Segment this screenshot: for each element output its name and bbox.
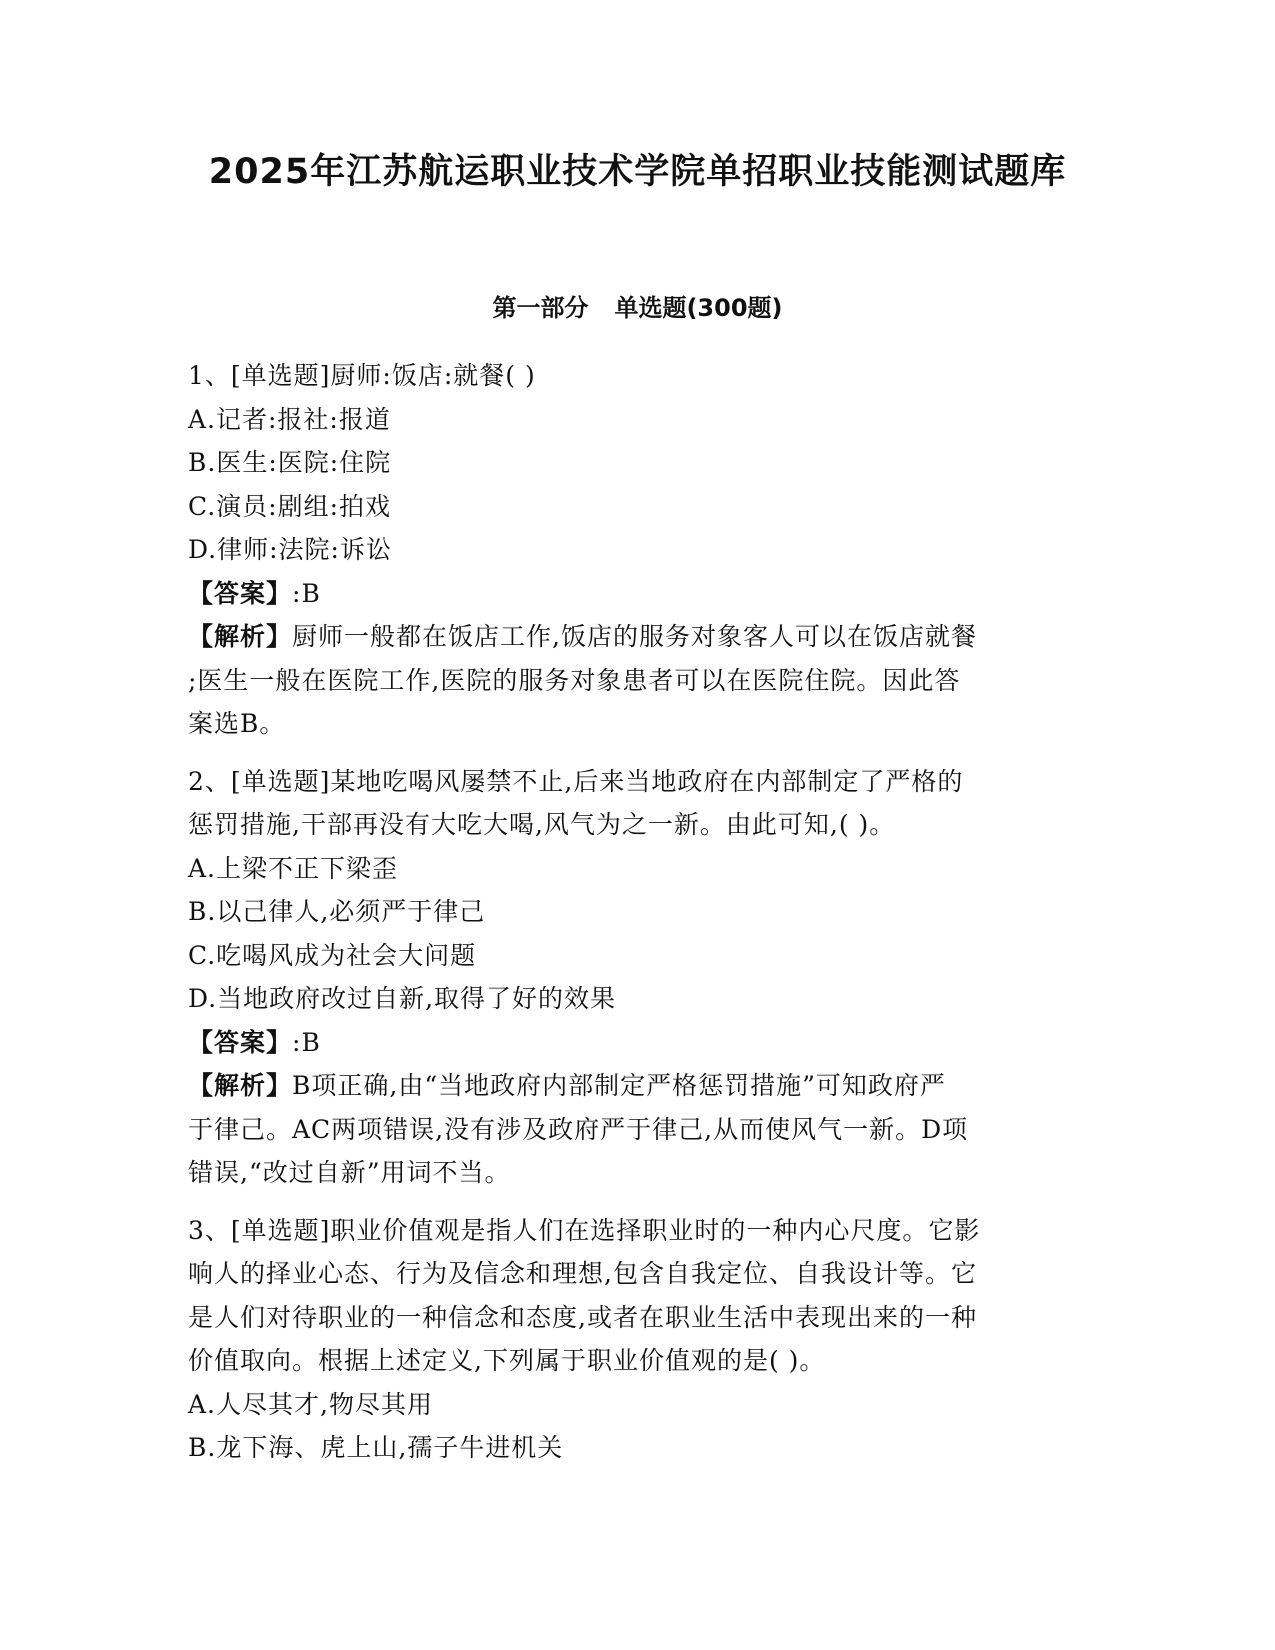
section-heading [0,292,1275,324]
document-title: 2025年江苏航运职业技术学院单招职业技能测试题库 [208,152,1067,192]
question-stem-line-2: 惩罚措施,干部再没有大吃大喝,风气为之一新。由此可知,( )。 [188,810,896,839]
answer-value: B [301,578,321,608]
section-part: 第一部分 [492,294,589,322]
explanation-line-1 [188,615,1078,659]
option-c: C.吃喝风成为社会大问题 [188,940,477,970]
question-stem-line-2: 响人的择业心态、行为及信念和理想,包含自我定位、自我设计等。它 [188,1259,977,1288]
explanation-line-3: 案选B。 [188,709,286,738]
explanation-label: 【解析】 [188,1071,293,1100]
explanation-line-2: 于律己。AC两项错误,没有涉及政府严于律己,从而使风气一新。D项 [188,1114,969,1144]
option-b: B.龙下海、虎上山,孺子牛进机关 [188,1433,564,1462]
question-2 [188,760,1078,1195]
answer-label: 【答案】 [188,1027,293,1057]
option-a: A.上梁不正下梁歪 [188,853,399,883]
question-stem-line-4: 价值取向。根据上述定义,下列属于职业价值观的是( )。 [188,1346,826,1375]
option-c: C.演员:剧组:拍戏 [188,491,392,521]
question-3 [188,1209,1078,1470]
question-stem-line-3: 是人们对待职业的一种信念和态度,或者在职业生活中表现出来的一种 [188,1302,977,1332]
option-a: A.人尽其才,物尽其用 [188,1389,433,1419]
option-d: D.当地政府改过自新,取得了好的效果 [188,984,617,1013]
option-b: B.以己律人,必须严于律己 [188,897,486,926]
explanation-line-1 [188,1064,1078,1108]
answer-separator: : [292,578,302,608]
explanation-label: 【解析】 [188,622,293,651]
explanation-line-3: 错误,“改过自新”用词不当。 [188,1158,511,1187]
answer-label: 【答案】 [188,578,293,608]
option-a: A.记者:报社:报道 [188,404,391,434]
question-stem-line-1: 2、[单选题]某地吃喝风屡禁不止,后来当地政府在内部制定了严格的 [188,766,964,796]
question-stem-line-1: 3、[单选题]职业价值观是指人们在选择职业时的一种内心尺度。它影 [188,1215,981,1245]
section-name: 单选题(300题) [614,294,783,322]
explanation-line-2: ;医生一般在医院工作,医院的服务对象患者可以在医院住院。因此答 [188,665,961,695]
question-stem: 1、[单选题]厨师:饭店:就餐( ) [188,361,536,390]
answer-line [188,572,1078,616]
explanation-text: 厨师一般都在饭店工作,饭店的服务对象客人可以在饭店就餐 [292,622,977,651]
question-list [188,354,1078,1484]
answer-separator: : [292,1027,302,1057]
answer-value: B [301,1027,321,1057]
explanation-text: B项正确,由“当地政府内部制定严格惩罚措施”可知政府严 [292,1071,946,1100]
option-b: B.医生:医院:住院 [188,448,392,477]
answer-line [188,1021,1078,1065]
question-1 [188,354,1078,746]
option-d: D.律师:法院:诉讼 [188,535,392,564]
